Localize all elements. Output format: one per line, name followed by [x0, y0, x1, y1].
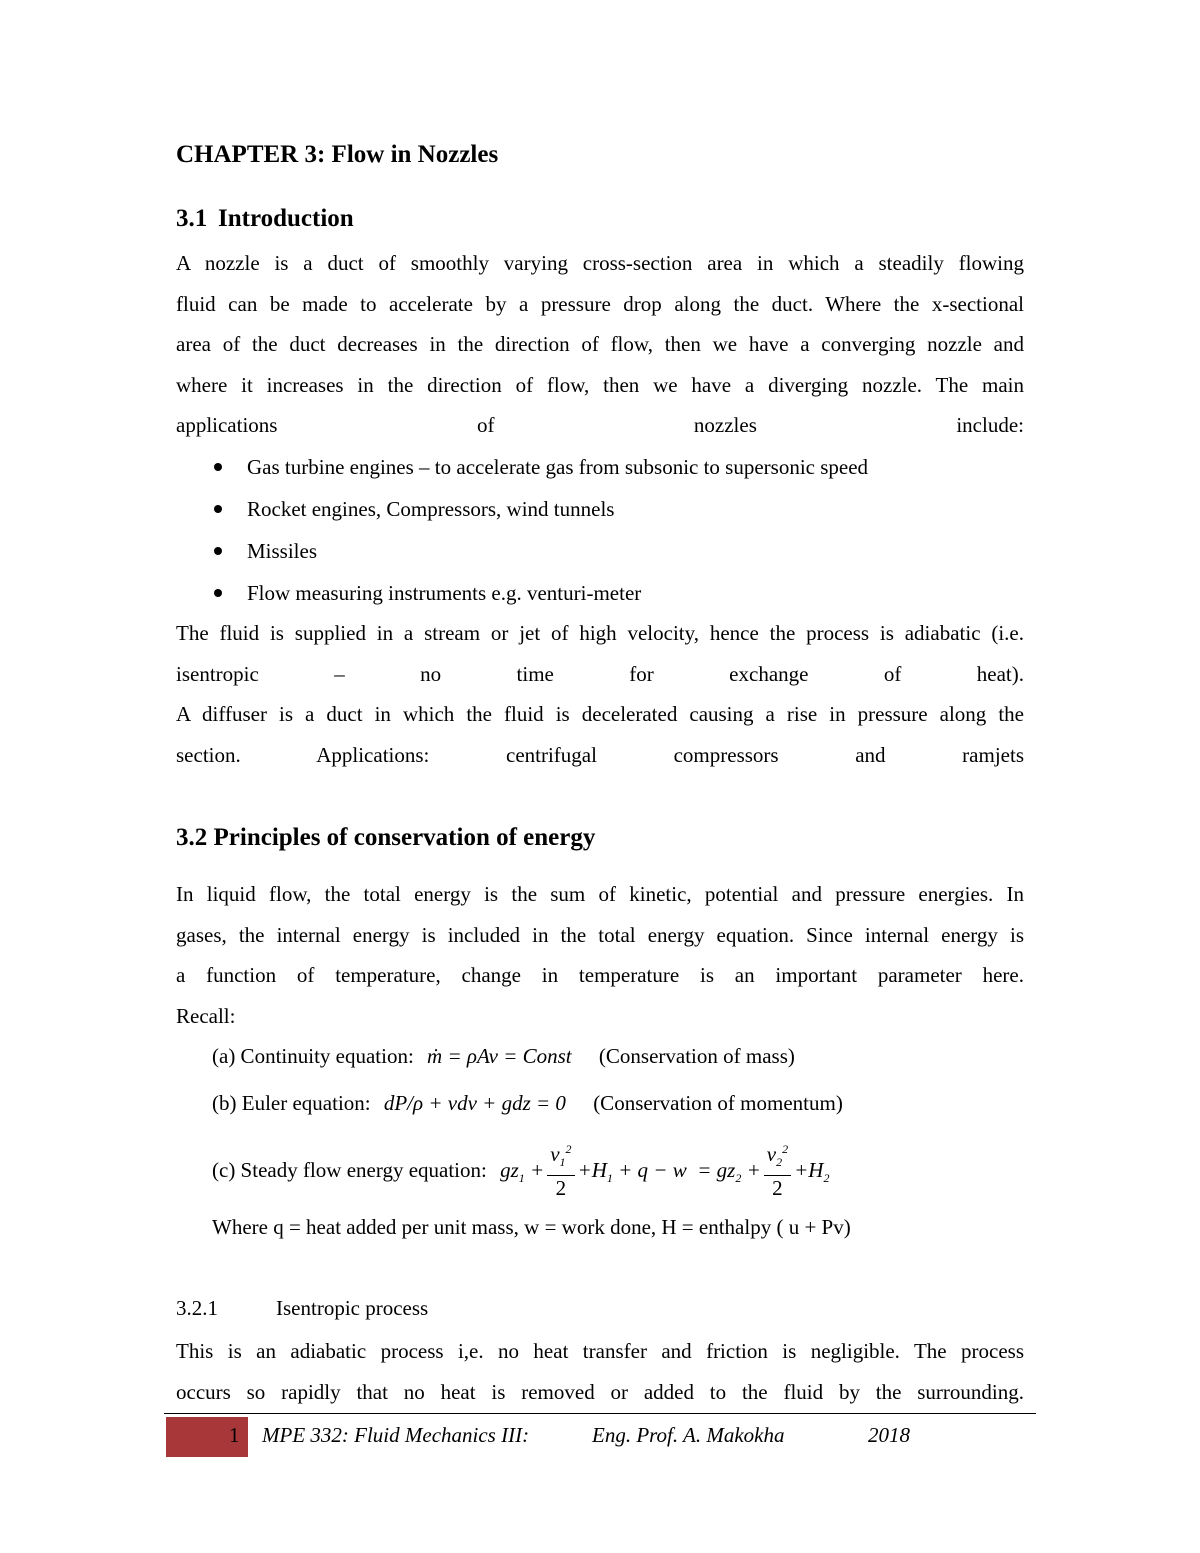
equation-label: (c) Steady flow energy equation:	[212, 1157, 487, 1182]
list-item	[176, 572, 868, 614]
text-line: isentropic – no time for exchange of heat).	[176, 661, 1024, 686]
equation-formula: $gz_1$ +	[500, 1157, 545, 1186]
text-line: This is an adiabatic process i,e. no heat transfer and friction is negligible. The process	[176, 1339, 1024, 1363]
bullet-icon	[214, 463, 222, 471]
footer-year: 2018	[868, 1423, 910, 1447]
text-line: section. Applications: centrifugal compressors and ramjets	[176, 742, 1024, 767]
section-heading-conservation: 3.2 Principles of conservation of energy	[176, 824, 596, 851]
isentropic-paragraph	[176, 1331, 1024, 1412]
text-line: The fluid is supplied in a stream or jet of high velocity, hence the process is adiabatic (i.e.	[176, 621, 1024, 645]
section-title: Introduction	[218, 205, 354, 232]
text-line: A nozzle is a duct of smoothly varying cross-section area in which a steadily flowing	[176, 251, 1024, 275]
footer-course: MPE 332: Fluid Mechanics III:	[262, 1423, 530, 1447]
applications-list	[176, 446, 868, 614]
bullet-icon	[214, 589, 222, 597]
text-line: In liquid flow, the total energy is the sum of kinetic, potential and pressure energies. In	[176, 882, 1024, 906]
text-line: area of the duct decreases in the direction of flow, then we have a converging nozzle and	[176, 332, 1024, 356]
intro-paragraph	[176, 243, 1024, 446]
subsection-number: 3.2.1	[176, 1296, 218, 1320]
equation-formula: ṁ = ρAv = Const	[427, 1044, 572, 1068]
bullet-icon	[214, 547, 222, 555]
footer-author: Eng. Prof. A. Makokha	[592, 1423, 785, 1447]
equation-formula: dP/ρ + vdv + gdz = 0	[383, 1091, 566, 1115]
list-item-text: Gas turbine engines – to accelerate gas from subsonic to supersonic speed	[247, 455, 869, 479]
text-line: where it increases in the direction of flow, then we have a diverging nozzle. The main	[176, 372, 1024, 397]
equation-note: (Conservation of mass)	[598, 1044, 795, 1068]
text-line: Recall:	[176, 1003, 236, 1028]
adiabatic-paragraph	[176, 613, 1024, 775]
footer-text	[262, 1423, 910, 1448]
text-line: a function of temperature, change in temperature is an important parameter here.	[176, 963, 1024, 987]
text-line: gases, the internal energy is included in the total energy equation. Since internal energy is	[176, 922, 1024, 947]
fraction: $\frac{v_1^2}{2}$	[547, 1136, 574, 1200]
equation-label: (a) Continuity equation:	[212, 1044, 414, 1068]
subsection-heading	[176, 1296, 428, 1321]
list-item	[176, 530, 868, 572]
footer-divider	[164, 1413, 1036, 1414]
equation-steady-flow: (c) Steady flow energy equation: $gz_1$ + $\frac{v_1^2}{2}$ $+H_1 + q - w = gz_2$ + $\frac{v_2^2}{2}$ $+H_2$	[212, 1140, 829, 1204]
equation-label: (b) Euler equation:	[212, 1091, 371, 1115]
section-heading-introduction	[176, 205, 354, 233]
text-line: fluid can be made to accelerate by a pressure drop along the duct. Where the x-sectional	[176, 291, 1024, 316]
list-item-text: Flow measuring instruments e.g. venturi-meter	[247, 581, 642, 605]
list-item-text: Rocket engines, Compressors, wind tunnels	[247, 497, 615, 521]
equation-note: (Conservation of momentum)	[593, 1091, 843, 1115]
fraction: $\frac{v_2^2}{2}$	[764, 1136, 791, 1200]
text-line: occurs so rapidly that no heat is removed or added to the fluid by the surrounding.	[176, 1379, 1024, 1404]
subsection-title: Isentropic process	[276, 1296, 429, 1320]
list-item	[176, 446, 868, 488]
text-line: applications of nozzles include:	[176, 413, 1024, 437]
list-item-text: Missiles	[247, 539, 318, 563]
bullet-icon	[214, 505, 222, 513]
section-number: 3.1	[176, 205, 208, 232]
page-number: 1	[229, 1423, 240, 1447]
list-item	[176, 488, 868, 530]
equation-euler	[212, 1091, 843, 1116]
conservation-paragraph	[176, 874, 1024, 1036]
chapter-title: CHAPTER 3: Flow in Nozzles	[176, 141, 499, 168]
text-line: A diffuser is a duct in which the fluid is decelerated causing a rise in pressure along the	[176, 702, 1024, 726]
equation-continuity	[212, 1044, 795, 1069]
equation-definitions: Where q = heat added per unit mass, w = work done, H = enthalpy ( u + Pv)	[212, 1215, 851, 1239]
